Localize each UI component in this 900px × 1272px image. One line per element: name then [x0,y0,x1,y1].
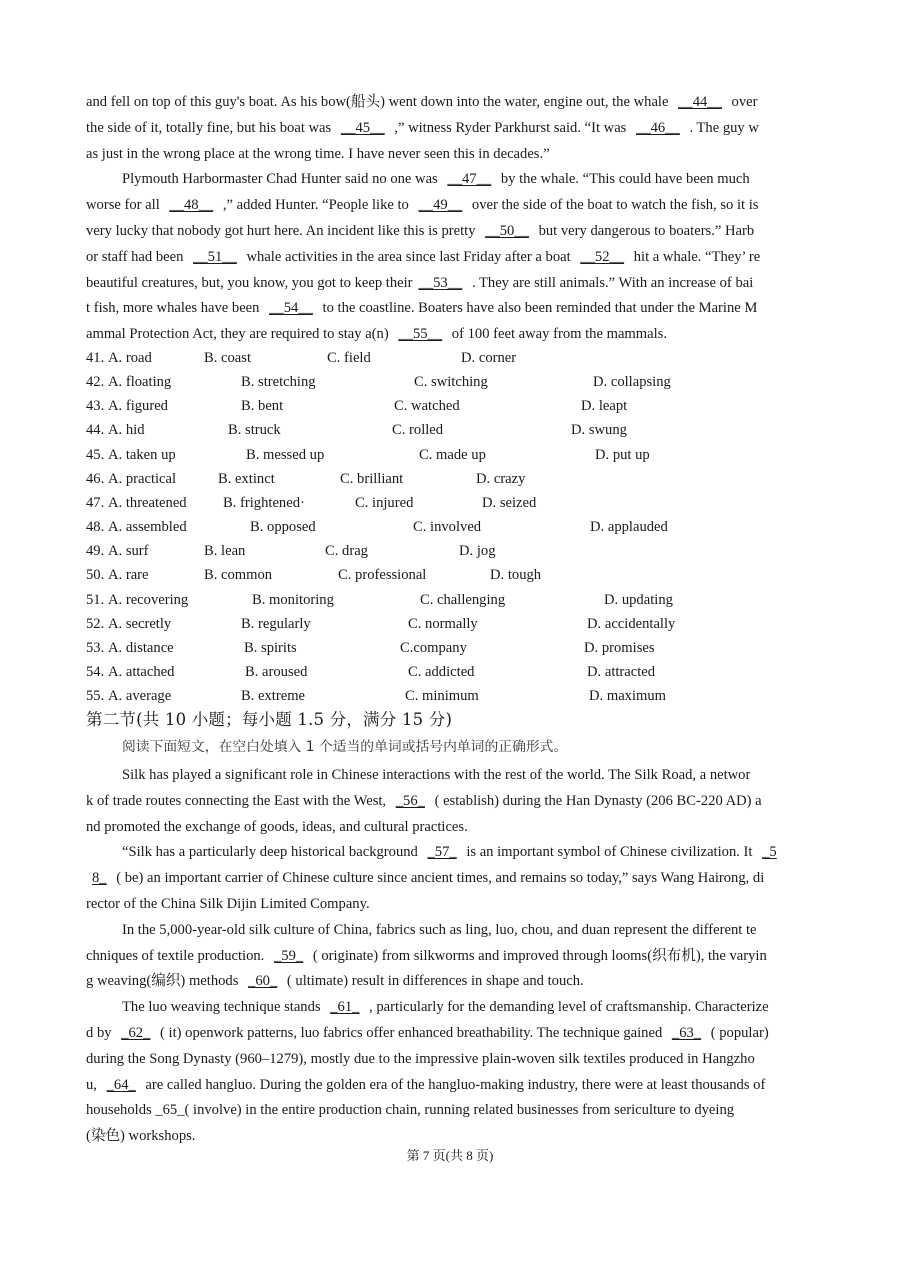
question-number: 45. [86,446,105,463]
question-row [86,491,786,515]
option-a: A. figured [108,398,168,415]
question-row [86,612,786,636]
question-row [86,418,786,442]
text-line [86,218,816,244]
option-a: A. rare [108,567,149,584]
option-d: D. collapsing [593,374,671,391]
text-segment: . They are still animals.” With an increase of bai [468,274,754,291]
option-d: D. applauded [590,519,668,536]
question-number: 41. [86,350,105,366]
answer-blank: _5 [762,844,777,861]
option-c: C. field [327,350,371,366]
text-line [86,788,816,814]
option-c: C. involved [413,519,482,536]
question-row [86,443,786,467]
question-number: 48. [86,519,105,536]
text-line [86,192,816,218]
answer-blank: __46__ [636,119,680,136]
answer-blank: _59_ [273,947,304,964]
text-segment: is an important symbol of Chinese civilization. It [462,844,757,861]
text-segment: very lucky that nobody got hurt here. An incident like this is pretty [86,223,480,239]
text-segment: nd promoted the exchange of goods, ideas, and cultural practices. [86,818,468,835]
answer-blank: _64_ [106,1076,136,1093]
text-segment: d by [86,1025,116,1041]
option-d: D. crazy [476,470,526,487]
option-d: D. attracted [587,663,656,680]
option-c: C. challenging [420,591,506,608]
option-d: D. swung [571,422,627,439]
text-line [86,321,816,347]
text-line [86,1020,816,1046]
text-segment: chniques of textile production. [86,947,268,964]
option-c: C. brilliant [340,470,404,487]
text-line [122,917,816,943]
option-a: A. secretly [108,615,172,632]
text-segment: , particularly for the demanding level of craftsmanship. Characterize [365,999,769,1016]
question-number: 51. [86,591,105,608]
option-b: B. frightened· [223,494,305,511]
text-segment: u, [86,1076,101,1093]
option-a: A. floating [108,374,172,391]
option-c: C.company [400,639,467,656]
question-row [86,394,786,418]
text-segment: the side of it, totally fine, but his boat was [86,119,335,136]
text-segment: ( establish) during the Han Dynasty (206 BC-220 AD) a [430,792,762,809]
option-a: A. recovering [108,591,189,608]
text-segment: rector of the China Silk Dijin Limited Company. [86,896,370,912]
text-segment: (染色) workshops. [86,1128,196,1145]
text-line [86,1097,816,1123]
option-b: B. extinct [218,470,275,487]
text-segment: ( it) openwork patterns, luo fabrics offer enhanced breathability. The technique gained [156,1025,666,1041]
option-a: A. practical [108,470,177,487]
option-b: B. lean [204,543,246,560]
answer-blank: _62_ [121,1025,151,1041]
answer-blank: __50__ [485,223,529,239]
answer-blank: __55__ [398,326,443,343]
text-segment: or staff had been [86,248,188,265]
answer-blank: __45__ [340,119,385,136]
text-line [86,943,816,969]
text-line [122,994,816,1020]
answer-blank: _60_ [248,973,278,990]
option-d: D. seized [482,494,537,511]
question-number: 53. [86,639,105,656]
answer-blank: __51__ [193,248,237,265]
text-segment: hit a whale. “They’ re [630,248,761,265]
option-b: B. struck [228,422,281,439]
answer-blank: _57_ [427,844,457,861]
question-number: 43. [86,398,105,415]
text-line [86,891,816,917]
text-segment: Silk has played a significant role in Chinese interactions with the rest of the world. The Silk Road, a networ [122,767,751,783]
text-segment: ,” witness Ryder Parkhurst said. “It was [390,119,631,136]
text-line [122,762,816,788]
option-a: A. surf [108,543,149,560]
question-number: 44. [86,422,105,439]
option-d: D. jog [459,543,496,560]
option-d: D. maximum [589,688,667,705]
option-c: C. professional [338,567,427,584]
text-segment: ,” added Hunter. “People like to [219,197,413,214]
text-segment: ( originate) from silkworms and improved through looms(织布机), the varyin [309,947,767,964]
text-segment: ( popular) [707,1025,769,1041]
text-segment: ( involve) in the entire production chain, running related businesses from sericulture to dyeing [184,1102,735,1119]
option-d: D. put up [595,446,650,463]
option-a: A. taken up [108,446,176,463]
question-row [86,636,786,660]
text-line [86,1072,816,1098]
answer-blank: __54__ [269,300,313,317]
option-d: D. accidentally [587,615,676,632]
text-segment: and fell on top of this guy's boat. As his bow(船头) went down into the water, engine out, the whale [86,94,673,110]
text-line [86,270,816,296]
text-line [86,141,816,167]
option-a: A. road [108,350,152,366]
text-segment: ( be) an important carrier of Chinese culture since ancient times, and remains so today,” says Wang Hairong, di [112,870,765,887]
text-segment: In the 5,000-year-old silk culture of China, fabrics such as ling, luo, chou, and duan represent the different te [122,921,757,938]
option-b: B. coast [204,350,252,366]
text-segment: over [727,94,758,110]
text-line [86,295,816,321]
option-b: B. messed up [246,446,325,463]
option-d: D. updating [604,591,673,608]
text-segment: whale activities in the area since last Friday after a boat [242,248,575,265]
option-c: C. made up [419,446,486,463]
option-c: C. rolled [392,422,444,439]
text-segment: by the whale. “This could have been much [497,171,750,188]
answer-blank: __48__ [169,197,214,214]
option-b: B. spirits [244,639,297,656]
option-b: B. opposed [250,519,316,536]
page-number: 第 7 页(共 8 页) [406,1148,494,1163]
text-line [122,166,816,192]
question-row [86,346,786,370]
answer-blank: _61_ [330,999,360,1016]
answer-blank: __47__ [447,171,492,188]
text-line [122,839,816,865]
text-segment: during the Song Dynasty (960–1279), mostly due to the impressive plain-woven silk textiles produced in Hangzho [86,1050,755,1067]
option-c: C. switching [414,374,488,391]
option-d: D. corner [461,350,517,366]
answer-blank: _56_ [395,792,425,809]
answer-blank: 8_ [92,870,107,887]
option-c: C. normally [408,615,478,632]
text-segment: _65_ [155,1102,185,1119]
option-b: B. extreme [241,688,306,705]
text-segment: “Silk has a particularly deep historical background [122,844,422,861]
answer-blank: __52__ [580,248,625,265]
text-line [86,115,816,141]
text-segment: ( ultimate) result in differences in shape and touch. [283,973,584,990]
text-segment: to the coastline. Boaters have also been reminded that under the Marine M [318,300,758,317]
option-c: C. injured [355,494,414,511]
text-segment: households [86,1102,156,1119]
question-number: 42. [86,374,105,391]
question-row [86,684,786,708]
option-b: B. bent [241,398,284,415]
text-line [86,968,816,994]
question-row [86,563,786,587]
text-line [86,89,816,115]
answer-blank: __44__ [678,94,722,110]
text-segment: g weaving(编织) methods [86,973,243,990]
option-c: C. addicted [408,663,475,680]
question-number: 55. [86,688,105,705]
option-c: C. drag [325,543,368,560]
text-segment: over the side of the boat to watch the fish, so it is [468,197,759,214]
question-row [86,515,786,539]
text-segment: Plymouth Harbormaster Chad Hunter said no one was [122,171,442,188]
option-c: C. minimum [405,688,479,705]
text-segment: beautiful creatures, but, you know, you got to keep their [86,274,413,291]
section-two-instruction: 阅读下面短文，在空白处填入 1 个适当的单词或括号内单词的正确形式。 [122,739,568,755]
option-d: D. tough [490,567,542,584]
text-segment: worse for all [86,197,164,214]
option-b: B. stretching [241,374,316,391]
option-a: A. hid [108,422,145,439]
option-c: C. watched [394,398,460,415]
text-line [86,244,816,270]
text-segment: as just in the wrong place at the wrong time. I have never seen this in decades.” [86,145,550,162]
section-two-title: 第二节(共 10 小题；每小题 1.5 分，满分 15 分) [86,710,453,729]
text-segment: The luo weaving technique stands [122,999,325,1016]
text-segment: but very dangerous to boaters.” Harb [534,223,755,239]
option-d: D. leapt [581,398,628,415]
option-b: B. aroused [245,663,308,680]
question-row [86,370,786,394]
question-number: 52. [86,615,105,632]
answer-blank: _63_ [671,1025,702,1041]
text-segment: . The guy w [685,119,759,136]
text-segment: t fish, more whales have been [86,300,264,317]
question-row [86,467,786,491]
option-b: B. common [204,567,273,584]
option-a: A. distance [108,639,174,656]
question-number: 46. [86,470,105,487]
question-row [86,539,786,563]
question-number: 49. [86,543,105,560]
option-b: B. monitoring [252,591,334,608]
answer-blank: __53__ [418,274,463,291]
text-segment: k of trade routes connecting the East with the West, [86,792,390,809]
text-segment: are called hangluo. During the golden era of the hangluo-making industry, there were at least thousands of [141,1076,766,1093]
question-row [86,588,786,612]
option-a: A. threatened [108,494,187,511]
option-a: A. average [108,688,172,705]
option-b: B. regularly [241,615,311,632]
question-row [86,660,786,684]
answer-blank: __49__ [418,197,463,214]
option-a: A. assembled [108,519,187,536]
text-line [86,814,816,840]
question-number: 47. [86,494,105,511]
option-a: A. attached [108,663,175,680]
text-segment: of 100 feet away from the mammals. [448,326,667,343]
text-line [86,1046,816,1072]
option-d: D. promises [584,639,655,656]
text-line [86,865,816,891]
text-segment: ammal Protection Act, they are required to stay a(n) [86,326,393,343]
question-number: 54. [86,663,105,680]
question-number: 50. [86,567,105,584]
